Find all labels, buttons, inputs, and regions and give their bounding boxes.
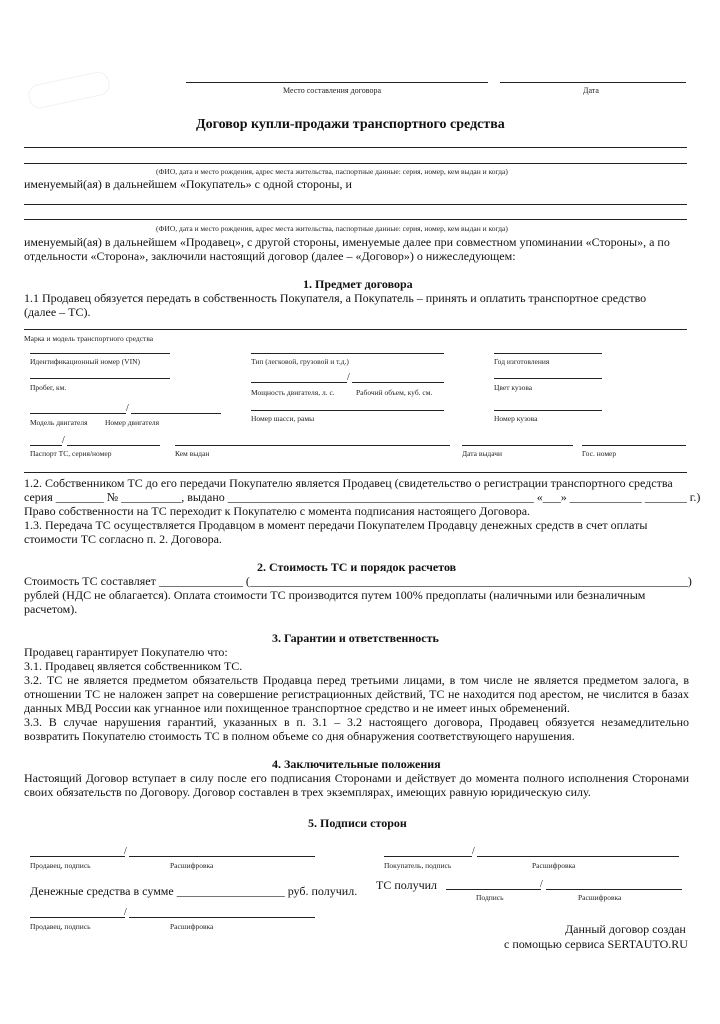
s1-p2-line3: Право собственности на ТС переходит к Покупателю с момента подписания настоящего Договора.	[24, 504, 531, 518]
passport-caption: Паспорт ТС, серия/номер	[30, 449, 112, 458]
section-1-heading: 1. Предмет договора	[303, 277, 413, 291]
body-number-line[interactable]	[494, 410, 602, 411]
vin-caption: Идентификационный номер (VIN)	[30, 357, 140, 366]
s1-p1-line2: (далее – ТС).	[24, 305, 91, 319]
s1-p3-line1: 1.3. Передача ТС осуществляется Продавцом в момент передачи Покупателем Продавцу денежных средств в счет оплаты	[24, 518, 648, 532]
ts-decode-caption: Расшифровка	[578, 893, 622, 902]
page-title: Договор купли-продажи транспортного средства	[196, 117, 505, 132]
buyer-caption: (ФИО, дата и место рождения, адрес места жительства, паспортные данные: серия, номер, кем выдан и когда)	[156, 167, 508, 176]
section-4-heading: 4. Заключительные положения	[272, 757, 441, 771]
engine-model-line[interactable]	[30, 413, 126, 414]
volume-caption: Рабочий объем, куб. см.	[356, 388, 433, 397]
buyer-sign-line[interactable]	[384, 856, 472, 857]
seller-line-2[interactable]	[24, 219, 687, 220]
section-5-heading: 5. Подписи сторон	[308, 816, 407, 830]
engine-number-caption: Номер двигателя	[105, 418, 160, 427]
passport-series-line[interactable]	[30, 445, 62, 446]
s3-intro: Продавец гарантирует Покупателю что:	[24, 645, 228, 659]
buyer-decode-caption: Расшифровка	[532, 861, 576, 870]
watermark-stamp	[26, 70, 111, 111]
money-received-text: Денежные средства в сумме __________________ руб. получил.	[30, 884, 358, 898]
engine-model-caption: Модель двигателя	[30, 418, 88, 427]
ts-received-text: ТС получил	[376, 878, 438, 892]
color-caption: Цвет кузова	[494, 383, 533, 392]
seller-decode-line[interactable]	[129, 856, 315, 857]
body-number-caption: Номер кузова	[494, 414, 538, 423]
buyer-text: именуемый(ая) в дальнейшем «Покупатель» с одной стороны, и	[24, 177, 352, 191]
s2-line1: Стоимость ТС составляет ______________ (_________________________________________________________________________)	[24, 574, 692, 588]
seller-line-1[interactable]	[24, 204, 687, 205]
s1-p2-line1: 1.2. Собственником ТС до его передачи Покупателю является Продавец (свидетельство о регистрации транспортного средства	[24, 476, 673, 490]
power-caption: Мощность двигателя, л. с.	[251, 388, 335, 397]
money-sign-line[interactable]	[30, 917, 125, 918]
footer-line-2: с помощью сервиса SERTAUTO.RU	[504, 937, 688, 951]
buyer-sign-slash: /	[472, 846, 475, 857]
place-line[interactable]	[186, 82, 488, 83]
section-3-heading: 3. Гарантии и ответственность	[272, 631, 439, 645]
seller-sign-slash: /	[124, 846, 127, 857]
seller-text-1: именуемый(ая) в дальнейшем «Продавец», с другой стороны, именуемые далее при совместном упоминании «Стороны», а по	[24, 235, 670, 249]
make-model-line[interactable]	[24, 329, 687, 330]
chassis-line[interactable]	[251, 410, 444, 411]
s3-p1: 3.1. Продавец является собственником ТС.	[24, 659, 243, 673]
volume-line[interactable]	[352, 382, 444, 383]
passport-slash: /	[62, 435, 65, 446]
date-caption: Дата	[583, 86, 599, 95]
s1-p1-line1: 1.1 Продавец обязуется передать в собственность Покупателя, а Покупатель – принять и оплатить транспортное средство	[24, 291, 647, 305]
year-caption: Год изготовления	[494, 357, 550, 366]
buyer-sign-caption: Покупатель, подпись	[384, 861, 452, 870]
money-decode-caption: Расшифровка	[170, 922, 214, 931]
money-sign-caption: Продавец, подпись	[30, 922, 91, 931]
issue-date-caption: Дата выдачи	[462, 449, 503, 458]
money-sign-slash: /	[124, 907, 127, 918]
place-caption: Место составления договора	[283, 86, 382, 95]
fields-bottom-line	[24, 472, 687, 473]
mileage-line[interactable]	[30, 378, 170, 379]
issued-by-line[interactable]	[175, 445, 450, 446]
s1-p3-line2: стоимости ТС согласно п. 2. Договора.	[24, 532, 222, 546]
ts-sign-line[interactable]	[446, 889, 541, 890]
buyer-line-2[interactable]	[24, 163, 687, 164]
s2-line2: рублей (НДС не облагается). Оплата стоимости ТС производится путем 100% предоплаты (наличными или безналичным	[24, 588, 646, 602]
make-model-caption: Марка и модель транспортного средства	[24, 334, 154, 343]
plate-caption: Гос. номер	[582, 449, 617, 458]
seller-sign-line[interactable]	[30, 856, 125, 857]
mileage-caption: Пробег, км.	[30, 383, 67, 392]
seller-sign-caption: Продавец, подпись	[30, 861, 91, 870]
buyer-decode-line[interactable]	[477, 856, 679, 857]
issued-by-caption: Кем выдан	[175, 449, 210, 458]
engine-number-line[interactable]	[131, 413, 221, 414]
power-line[interactable]	[251, 382, 347, 383]
s3-p3: 3.3. В случае нарушения гарантий, указанных в п. 3.1 – 3.2 настоящего договора, Продавец обязуется незамедлительно возвратить Покупателю стоимость ТС в полном объеме со дня обнаружения соответствующего нарушения.	[24, 715, 689, 743]
type-line[interactable]	[251, 353, 444, 354]
ts-sign-slash: /	[540, 879, 543, 890]
seller-decode-caption: Расшифровка	[170, 861, 214, 870]
s4-p: Настоящий Договор вступает в силу после его подписания Сторонами и действует до момента полного исполнения Сторонами своих обязательств по Договору. Договор составлен в трех экземплярах, имеющих равную юридическую силу.	[24, 771, 689, 799]
buyer-line-1[interactable]	[24, 147, 687, 148]
seller-text-2: отдельности «Сторона», заключили настоящий договор (далее – «Договор») о нижеследующем:	[24, 249, 516, 263]
power-volume-slash: /	[347, 372, 350, 383]
engine-slash: /	[126, 403, 129, 414]
money-decode-line[interactable]	[129, 917, 315, 918]
type-caption: Тип (легковой, грузовой и т.д.)	[251, 357, 349, 366]
s1-p2-line2: серия ________ № __________, выдано ___________________________________________________ «___» ____________ _______ г.)	[24, 490, 701, 504]
section-2-heading: 2. Стоимость ТС и порядок расчетов	[257, 560, 457, 574]
s3-p2: 3.2. ТС не является предметом обязательств Продавца перед третьими лицами, в том числе не является предметом залога, в отношении ТС не наложен запрет на совершение регистрационных действий, ТС не находится под арестом, не числится в базах данных МВД России как угнанное или похищенное транспортное средство и не имеет иных обременений.	[24, 673, 689, 715]
color-line[interactable]	[494, 378, 602, 379]
footer-line-1: Данный договор создан	[565, 922, 686, 936]
chassis-caption: Номер шасси, рамы	[251, 414, 315, 423]
ts-decode-line[interactable]	[546, 889, 682, 890]
year-line[interactable]	[494, 353, 602, 354]
s2-line3: расчетом).	[24, 602, 78, 616]
passport-number-line[interactable]	[67, 445, 160, 446]
issue-date-line[interactable]	[462, 445, 573, 446]
date-line[interactable]	[500, 82, 686, 83]
seller-caption: (ФИО, дата и место рождения, адрес места жительства, паспортные данные: серия, номер, кем выдан и когда)	[156, 224, 508, 233]
vin-line[interactable]	[30, 353, 170, 354]
ts-sign-caption: Подпись	[476, 893, 504, 902]
plate-line[interactable]	[582, 445, 686, 446]
